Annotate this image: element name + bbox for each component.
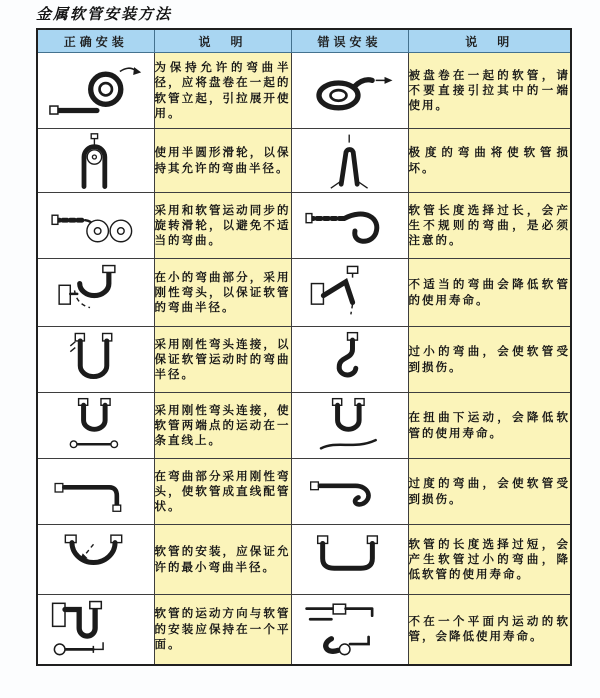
rotating-pulleys-illustration xyxy=(46,197,146,255)
correct-note: 软管的安装，应保证允许的最小弯曲半径。 xyxy=(154,525,291,595)
correct-illustration-cell xyxy=(37,595,154,665)
correct-note: 使用半圆形滑轮，以保持其允许的弯曲半径。 xyxy=(154,129,291,193)
minimum-bend-radius-u-illustration xyxy=(46,531,146,589)
wrong-illustration-cell xyxy=(291,459,408,525)
improper-v-bend-illustration xyxy=(300,263,400,323)
wrong-illustration-cell xyxy=(291,595,408,665)
header-wrong-installation: 错误安装 xyxy=(291,29,408,53)
out-of-plane-motion-illustration xyxy=(300,598,400,660)
coil-pulled-end-illustration xyxy=(299,60,401,122)
correct-note: 在弯曲部分采用刚性弯头，使软管成直线配管状。 xyxy=(154,459,291,525)
correct-note: 软管的运动方向与软管的安装应保持在一个平面。 xyxy=(154,595,291,665)
table-row xyxy=(37,193,571,259)
wrong-note: 软管的长度选择过短，会产生软管过小的弯曲，降低软管的使用寿命。 xyxy=(408,525,571,595)
table-row xyxy=(37,327,571,393)
irregular-loop-illustration xyxy=(300,197,400,255)
pulley-hose-illustration xyxy=(48,133,144,189)
table-row xyxy=(37,53,571,129)
coil-upright-illustration xyxy=(45,60,147,122)
wrong-note: 在扭曲下运动，会降低软管的使用寿命。 xyxy=(408,393,571,459)
correct-illustration-cell xyxy=(37,193,154,259)
header-correct-explanation: 说 明 xyxy=(154,29,291,53)
table-row xyxy=(37,393,571,459)
wrong-illustration-cell xyxy=(291,53,408,129)
correct-note: 采用刚性弯头连接，使软管两端点的运动在一条直线上。 xyxy=(154,393,291,459)
page-title: 金属软管安装方法 xyxy=(36,5,173,23)
wrong-illustration-cell xyxy=(291,259,408,327)
header-wrong-explanation: 说 明 xyxy=(408,29,571,53)
wrong-illustration-cell xyxy=(291,525,408,595)
correct-note: 采用刚性弯头连接，以保证软管运动时的弯曲半径。 xyxy=(154,327,291,393)
wrong-note: 过度的弯曲，会使软管受到损伤。 xyxy=(408,459,571,525)
table-row xyxy=(37,259,571,327)
correct-illustration-cell xyxy=(37,393,154,459)
tight-hook-illustration xyxy=(302,331,398,389)
wrong-illustration-cell xyxy=(291,129,408,193)
u-loop-straight-line-motion-illustration xyxy=(46,397,146,455)
correct-illustration-cell xyxy=(37,53,154,129)
overbent-end-illustration xyxy=(299,465,401,519)
table-row xyxy=(37,595,571,665)
wrong-illustration-cell xyxy=(291,193,408,259)
wrong-note: 不适当的弯曲会降低软管的使用寿命。 xyxy=(408,259,571,327)
correct-note: 采用和软管运动同步的旋转滑轮，以避免不适当的弯曲。 xyxy=(154,193,291,259)
correct-illustration-cell xyxy=(37,259,154,327)
straight-piping-elbow-illustration xyxy=(45,465,147,519)
wrong-note: 过小的弯曲，会使软管受到损伤。 xyxy=(408,327,571,393)
wrong-note: 软管长度选择过长，会产生不规则的弯曲，是必须注意的。 xyxy=(408,193,571,259)
wrong-illustration-cell xyxy=(291,393,408,459)
deep-u-loop-illustration xyxy=(48,331,144,389)
rigid-elbow-hook-illustration xyxy=(46,263,146,323)
wrong-illustration-cell xyxy=(291,327,408,393)
table-row xyxy=(37,459,571,525)
correct-illustration-cell xyxy=(37,525,154,595)
sharp-bend-illustration xyxy=(302,133,398,189)
table-row xyxy=(37,525,571,595)
table-row xyxy=(37,129,571,193)
wrong-note: 极度的弯曲将使软管损坏。 xyxy=(408,129,571,193)
too-short-flat-u-illustration xyxy=(300,531,400,589)
correct-note: 为保持允许的弯曲半径，应将盘卷在一起的软管立起，引拉展开使用。 xyxy=(154,53,291,129)
hose-installation-table xyxy=(36,28,572,666)
header-row xyxy=(37,29,571,53)
correct-illustration-cell xyxy=(37,459,154,525)
correct-illustration-cell xyxy=(37,327,154,393)
one-plane-s-trap-illustration xyxy=(46,598,146,660)
wrong-note: 被盘卷在一起的软管，请不要直接引拉其中的一端使用。 xyxy=(408,53,571,129)
correct-illustration-cell xyxy=(37,129,154,193)
wrong-note: 不在一个平面内运动的软管，会降低使用寿命。 xyxy=(408,595,571,665)
twisted-motion-illustration xyxy=(300,397,400,455)
header-correct-installation: 正确安装 xyxy=(37,29,154,53)
correct-note: 在小的弯曲部分，采用刚性弯头，以保证软管的弯曲半径。 xyxy=(154,259,291,327)
